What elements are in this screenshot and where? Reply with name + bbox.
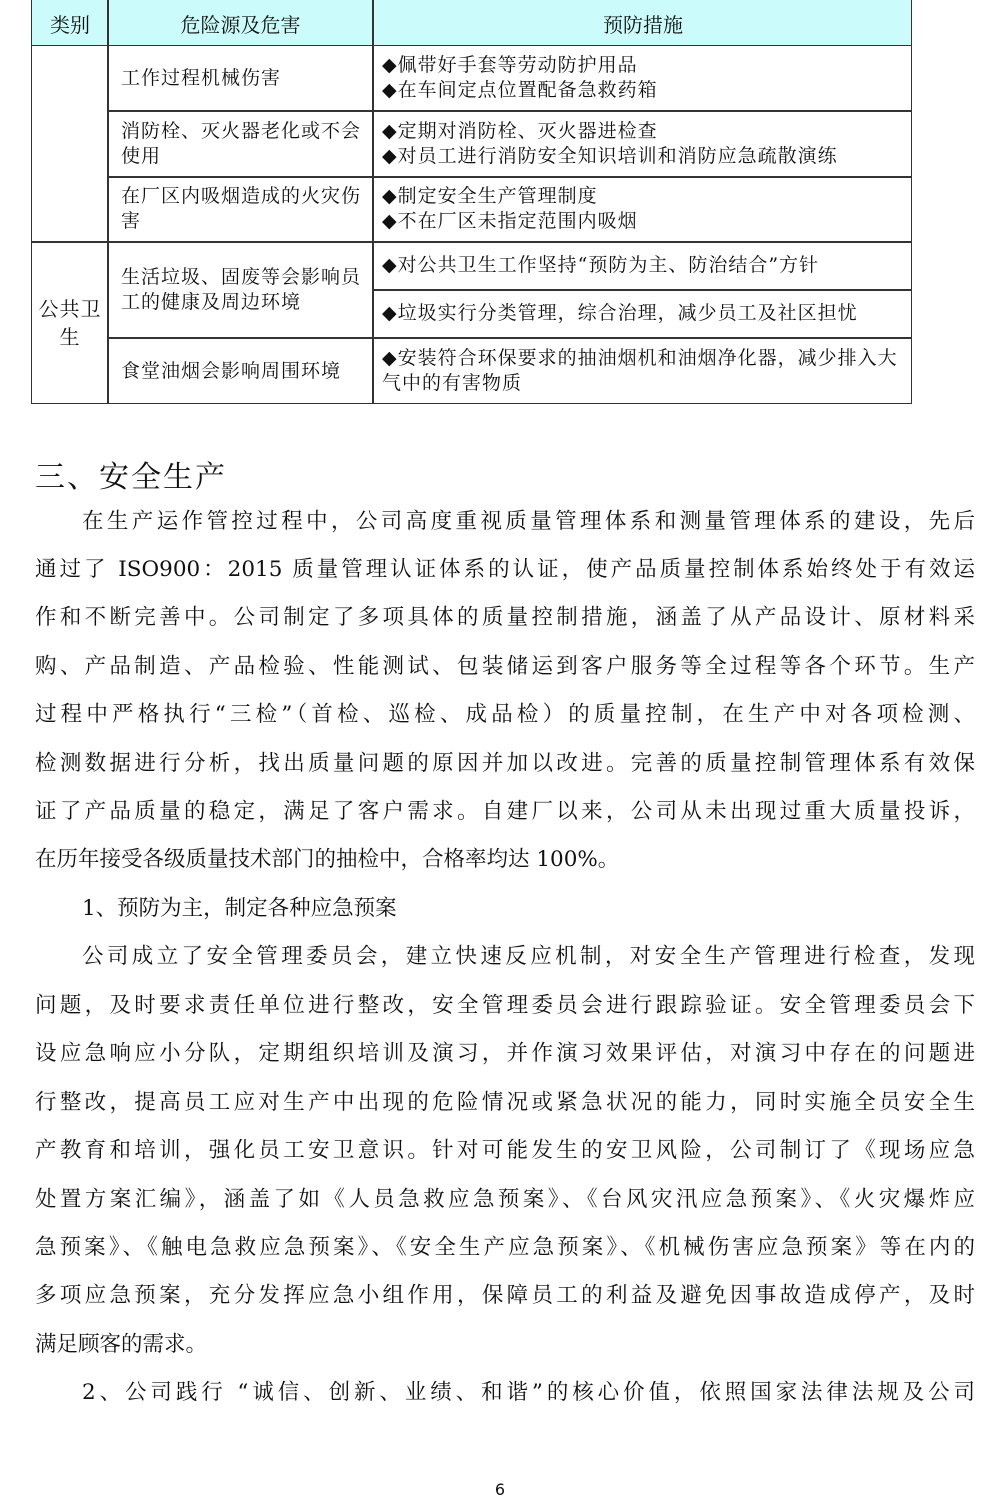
paragraph-line: 问题，及时要求责任单位进行整改，安全管理委员会进行跟踪验证。安全管理委员会下 bbox=[35, 993, 975, 1018]
paragraph-line: 满足顾客的需求。 bbox=[35, 1332, 208, 1357]
paragraph-line: 设应急响应小分队，定期组织培训及演习，并作演习效果评估，对演习中存在的问题进 bbox=[35, 1041, 975, 1066]
measure-text: ◆垃圾实行分类管理，综合治理，减少员工及社区担忧 bbox=[382, 302, 858, 324]
subheading: 1、预防为主，制定各种应急预案 bbox=[82, 896, 397, 921]
table-row-risk: 生活垃圾、固废等会影响员工的健康及周边环境 bbox=[121, 265, 362, 313]
header-hazard: 危险源及危害 bbox=[180, 12, 301, 37]
table-row-measures bbox=[373, 177, 913, 241]
measure-item bbox=[373, 290, 913, 337]
measure-item: ◆安装符合环保要求的抽油烟机和油烟净化器，减少排入大气中的有害物质 bbox=[382, 347, 898, 394]
measure-item: ◆在车间定点位置配备急救药箱 bbox=[382, 79, 658, 101]
paragraph-line: 购、产品制造、产品检验、性能测试、包装储运到客户服务等全过程等各个环节。生产 bbox=[35, 654, 975, 679]
paragraph-line: 产教育和培训，强化员工安卫意识。针对可能发生的安卫风险，公司制订了《现场应急 bbox=[35, 1138, 975, 1163]
measure-item: ◆不在厂区未指定范围内吸烟 bbox=[382, 210, 638, 232]
header-category: 类别 bbox=[50, 12, 90, 37]
measure-item bbox=[373, 242, 913, 289]
paragraph-line: 处置方案汇编》，涵盖了如《人员急救应急预案》、《台风灾汛应急预案》、《火灾爆炸应 bbox=[35, 1187, 975, 1212]
table-row-measures bbox=[373, 46, 913, 110]
table-row-risk: 在厂区内吸烟造成的火灾伤害 bbox=[121, 185, 362, 232]
paragraph-line: 作和不断完善中。公司制定了多项具体的质量控制措施，涵盖了从产品设计、原材料采 bbox=[35, 605, 975, 630]
measure-item: ◆对员工进行消防安全知识培训和消防应急疏散演练 bbox=[382, 144, 838, 167]
measure-item: ◆定期对消防栓、灭火器进检查 bbox=[382, 119, 658, 142]
table-row-measures bbox=[373, 338, 913, 404]
paragraph-line: 在历年接受各级质量技术部门的抽检中，合格率均达 100%。 bbox=[35, 847, 620, 872]
paragraph-line: 公司成立了安全管理委员会，建立快速反应机制，对安全生产管理进行检查，发现 bbox=[82, 944, 975, 969]
measure-text: ◆对公共卫生工作坚持“预防为主、防治结合”方针 bbox=[382, 254, 820, 276]
measure-item: ◆佩带好手套等劳动防护用品 bbox=[382, 54, 638, 76]
page-number: 6 bbox=[494, 1480, 506, 1499]
paragraph-line: 检测数据进行分析，找出质量问题的原因并加以改进。完善的质量控制管理体系有效保 bbox=[35, 751, 975, 776]
table-row-measures bbox=[373, 111, 913, 176]
table-row-risk: 工作过程机械伤害 bbox=[121, 66, 282, 89]
paragraph-line: 多项应急预案，充分发挥应急小组作用，保障员工的利益及避免因事故造成停产，及时 bbox=[35, 1283, 975, 1308]
paragraph-line: 在生产运作管控过程中，公司高度重视质量管理体系和测量管理体系的建设，先后 bbox=[82, 509, 975, 534]
header-measures: 预防措施 bbox=[603, 12, 683, 37]
paragraph-line: 证了产品质量的稳定，满足了客户需求。自建厂以来，公司从未出现过重大质量投诉， bbox=[35, 799, 975, 824]
paragraph-line: 急预案》、《触电急救应急预案》、《安全生产应急预案》、《机械伤害应急预案》等在内的 bbox=[35, 1235, 975, 1260]
hazard-table bbox=[31, 0, 912, 404]
category-public-health: 公共卫生 bbox=[38, 297, 102, 349]
table-row-risk: 食堂油烟会影响周围环境 bbox=[121, 359, 342, 382]
paragraph-line: 2、公司践行 “诚信、创新、业绩、和谐”的核心价值，依照国家法律法规及公司 bbox=[82, 1380, 975, 1405]
paragraph-line: 行整改，提高员工应对生产中出现的危险情况或紧急状况的能力，同时实施全员安全生 bbox=[35, 1090, 975, 1115]
table-row-risk: 消防栓、灭火器老化或不会使用 bbox=[121, 119, 362, 167]
paragraph-line: 过程中严格执行“三检”（首检、巡检、成品检）的质量控制，在生产中对各项检测、 bbox=[35, 702, 975, 727]
section-heading: 三、安全生产 bbox=[35, 460, 227, 495]
measure-item: ◆制定安全生产管理制度 bbox=[382, 185, 598, 207]
paragraph-line: 通过了 ISO900：2015 质量管理认证体系的认证，使产品质量控制体系始终处于有效运 bbox=[35, 557, 975, 582]
